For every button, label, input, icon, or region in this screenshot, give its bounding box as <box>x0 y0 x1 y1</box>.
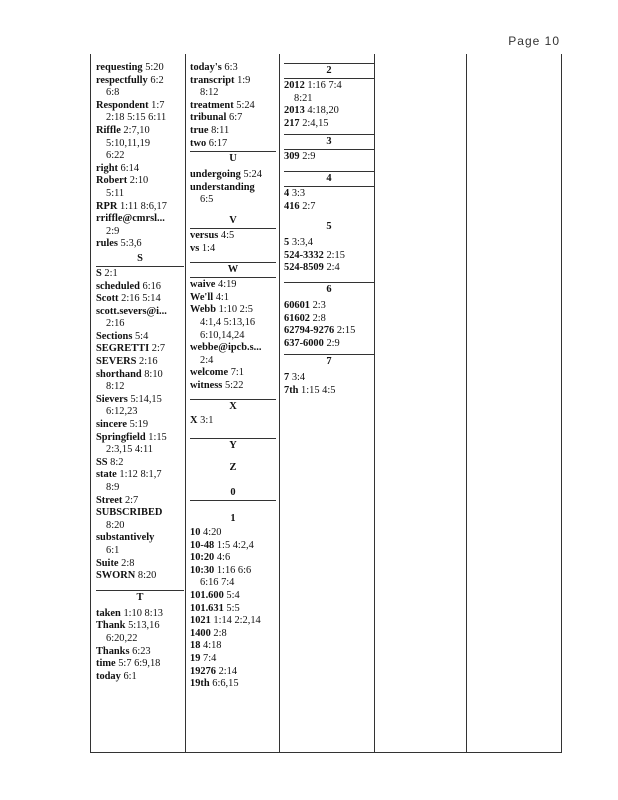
page-line-refs: 5:3,6 <box>120 238 142 250</box>
index-entry <box>96 608 184 621</box>
index-entry <box>190 304 276 317</box>
index-term: 2012 <box>284 80 305 91</box>
page-line-refs: 2:7,10 <box>123 124 150 136</box>
index-entry <box>190 182 276 195</box>
section-header-2: 2 <box>284 63 374 79</box>
index-entry <box>284 118 374 131</box>
index-term: 416 <box>284 200 300 212</box>
entry-group-6 <box>284 300 374 350</box>
page-line-refs: 4:18,20 <box>307 105 339 117</box>
index-entry <box>190 628 276 641</box>
page-line-refs: 3:3 <box>291 187 306 199</box>
index-entry <box>96 62 184 75</box>
index-entry <box>96 671 184 684</box>
index-entry <box>96 100 184 113</box>
index-term: Webb <box>190 304 216 316</box>
index-term: 5 <box>284 237 290 249</box>
page-line-refs: 2:15 <box>336 325 356 337</box>
page-line-refs: 2:7 <box>302 200 316 212</box>
index-term: 19 <box>190 653 201 664</box>
page-line-refs-continued: 5:10,11,19 <box>106 137 151 149</box>
index-term: two <box>190 137 207 149</box>
page-line-refs: 1:4 <box>201 242 216 254</box>
index-term: 101.600 <box>190 590 224 602</box>
page-line-refs: 2:10 <box>129 175 149 187</box>
index-term: 7 <box>284 372 290 384</box>
index-entry <box>96 331 184 344</box>
index-term: 10:20 <box>190 552 215 564</box>
entry-group-v <box>190 230 276 255</box>
entry-group-5 <box>284 237 374 275</box>
page-line-refs: 5:5 <box>226 602 240 614</box>
index-entry <box>96 658 184 671</box>
index-entry <box>190 527 276 540</box>
entry-group-4 <box>284 188 374 213</box>
entry-group-2 <box>284 80 374 130</box>
page-line-refs-continued: 8:12 <box>200 87 219 99</box>
index-entry <box>96 306 184 319</box>
index-column-1 <box>96 62 184 683</box>
index-term: S <box>96 267 102 279</box>
page-line-refs: 2:9 <box>326 337 340 349</box>
index-term: requesting <box>96 62 143 73</box>
page-line-refs: 1:15 <box>148 431 167 443</box>
index-entry <box>96 369 184 382</box>
page-line-refs-continued: 6:1 <box>106 544 120 556</box>
page-line-refs: 1:9 <box>237 74 251 86</box>
page-line-refs-continued: 5:11 <box>106 187 125 199</box>
index-term: understanding <box>190 181 255 193</box>
section-header-s: S <box>96 252 184 267</box>
index-term: true <box>190 124 209 136</box>
entry-group-7 <box>284 372 374 397</box>
entry-group-t <box>96 608 184 684</box>
page-line-refs: 2:4,15 <box>302 117 329 129</box>
index-entry <box>96 356 184 369</box>
index-term: 19276 <box>190 665 216 677</box>
index-term: We'll <box>190 291 214 303</box>
index-entry <box>284 237 374 250</box>
index-entry <box>96 175 184 188</box>
index-entry <box>284 151 374 164</box>
page-line-refs: 2:8 <box>121 557 135 569</box>
page-line-refs: 5:4 <box>134 330 149 342</box>
index-term: waive <box>190 279 216 291</box>
index-entry <box>190 415 276 428</box>
page-line-refs: 6:2 <box>150 74 164 86</box>
section-header-0: 0 <box>190 486 276 501</box>
page-line-refs: 1:12 8:1,7 <box>119 469 162 481</box>
section-header-x: X <box>190 399 276 414</box>
page-line-refs: 1:16 6:6 <box>216 564 252 576</box>
page-line-refs: 6:1 <box>123 670 137 682</box>
page-line-refs: 2:15 <box>326 249 345 261</box>
index-entry <box>96 125 184 138</box>
index-entry <box>190 590 276 603</box>
index-entry <box>190 75 276 88</box>
index-entry <box>96 558 184 571</box>
index-term: 10:30 <box>190 564 215 576</box>
page-line-refs: 2:7 <box>124 494 139 506</box>
page-line-refs: 2:8 <box>213 627 227 639</box>
index-entry <box>96 469 184 482</box>
page-line-refs: 2:8 <box>312 312 326 324</box>
section-header-u: U <box>190 151 276 166</box>
page-line-refs: 4:19 <box>218 279 237 291</box>
page-line-refs: 1:7 <box>151 99 165 111</box>
page-line-refs: 5:24 <box>243 169 262 181</box>
index-entry <box>96 281 184 294</box>
index-entry <box>190 112 276 125</box>
index-entry <box>284 188 374 201</box>
column-divider <box>185 54 186 752</box>
index-entry <box>190 62 276 75</box>
index-entry <box>190 169 276 182</box>
index-term: right <box>96 162 118 174</box>
index-term: Sections <box>96 330 133 342</box>
entry-group-1 <box>190 527 276 691</box>
entry-group-s <box>96 268 184 583</box>
index-entry <box>96 238 184 251</box>
index-entry <box>96 293 184 306</box>
index-term: time <box>96 658 116 670</box>
index-entry <box>96 620 184 633</box>
index-entry <box>96 432 184 445</box>
index-entry <box>284 300 374 313</box>
index-term: 637-6000 <box>284 337 324 349</box>
entry-group-w <box>190 279 276 392</box>
page-line-refs: 6:16 <box>142 280 161 292</box>
index-entry <box>190 292 276 305</box>
page-line-refs-continued: 6:8 <box>106 87 120 99</box>
page-line-refs: 1:10 2:5 <box>218 304 253 316</box>
section-header-t: T <box>96 590 184 605</box>
page-line-refs: 8:20 <box>137 570 157 582</box>
section-header-3: 3 <box>284 134 374 150</box>
page-line-refs: 2:16 <box>139 356 158 368</box>
page-line-refs: 5:4 <box>226 590 240 602</box>
page-line-refs-continued: 6:12,23 <box>106 406 138 418</box>
index-term: 60601 <box>284 299 310 311</box>
index-term: 10-48 <box>190 539 215 551</box>
page-line-refs: 6:23 <box>132 645 151 657</box>
index-term: welcome <box>190 367 229 379</box>
page-line-refs-continued: 8:12 <box>106 381 125 393</box>
index-entry <box>190 640 276 653</box>
index-term: tribunal <box>190 112 227 124</box>
index-term: SWORN <box>96 570 136 582</box>
index-term: scott.severs@i... <box>96 305 167 317</box>
page-line-refs-continued: 8:21 <box>294 92 313 104</box>
index-term: Scott <box>96 293 119 305</box>
page-line-refs: 1:16 7:4 <box>307 80 342 91</box>
page-line-refs: 4:20 <box>203 527 222 539</box>
page-line-refs: 5:20 <box>145 62 164 73</box>
page-line-refs: 2:4 <box>326 262 340 274</box>
section-header-v: V <box>190 214 276 229</box>
index-term: 62794-9276 <box>284 325 335 337</box>
section-header-6: 6 <box>284 282 374 297</box>
index-entry <box>190 666 276 679</box>
page-number: Page 10 <box>508 34 560 48</box>
page-line-refs: 4:18 <box>203 640 222 652</box>
index-term: Street <box>96 494 123 506</box>
index-entry <box>96 268 184 281</box>
index-entry <box>190 230 276 243</box>
index-term: SEVERS <box>96 356 137 368</box>
index-entry <box>96 532 184 545</box>
column-divider <box>279 54 280 752</box>
index-term: witness <box>190 379 223 391</box>
page-line-refs-continued: 4:1,4 5:13,16 <box>200 316 256 328</box>
page-line-refs-continued: 6:22 <box>106 150 125 162</box>
index-term: shorthand <box>96 368 142 380</box>
index-term: respectfully <box>96 74 148 86</box>
index-entry <box>190 279 276 292</box>
index-term: SUBSCRIBED <box>96 507 163 519</box>
index-entry <box>284 250 374 263</box>
page-line-refs: 5:19 <box>129 419 149 431</box>
page-line-refs: 1:15 4:5 <box>301 384 336 396</box>
index-term: webbe@ipcb.s... <box>190 342 262 354</box>
page-line-refs: 6:7 <box>229 112 243 124</box>
index-entry <box>190 125 276 138</box>
index-entry <box>284 372 374 385</box>
index-column-2 <box>190 62 276 691</box>
section-header-4: 4 <box>284 171 374 187</box>
page-line-refs: 6:17 <box>208 137 228 149</box>
index-entry <box>190 678 276 691</box>
page-line-refs-continued: 2:16 <box>106 318 125 330</box>
index-entry <box>96 75 184 88</box>
index-term: undergoing <box>190 169 241 181</box>
index-entry <box>96 343 184 356</box>
page-line-refs: 5:14,15 <box>130 393 162 405</box>
section-header-5: 5 <box>326 221 332 233</box>
index-term: 7th <box>284 384 299 396</box>
index-entry <box>190 342 276 355</box>
page-line-refs: 3:4 <box>291 372 306 384</box>
index-term: rules <box>96 238 118 250</box>
page-line-refs: 2:16 5:14 <box>121 293 161 305</box>
page-line-refs: 4:5 <box>220 229 235 241</box>
index-entry <box>190 138 276 151</box>
index-term: 61602 <box>284 312 310 324</box>
entry-group-x <box>190 415 276 428</box>
index-entry <box>284 385 374 398</box>
index-term: 19th <box>190 678 210 690</box>
index-entry <box>284 80 374 93</box>
index-term: state <box>96 469 117 481</box>
index-term: rriffle@cmrsl... <box>96 213 165 225</box>
index-entry <box>284 338 374 351</box>
page-line-refs: 6:3 <box>224 62 238 73</box>
page-line-refs-continued: 6:16 7:4 <box>200 577 235 589</box>
index-term: today <box>96 670 121 682</box>
section-header-z: Z <box>229 462 237 474</box>
index-entry <box>190 100 276 113</box>
index-term: 309 <box>284 151 300 163</box>
index-term: Suite <box>96 557 119 569</box>
index-entry <box>190 615 276 628</box>
index-term: 1021 <box>190 615 211 627</box>
page-line-refs: 3:1 <box>200 415 214 427</box>
entry-group-t-cont <box>190 62 276 150</box>
index-entry <box>96 163 184 176</box>
page-line-refs: 4:6 <box>216 552 231 564</box>
section-header-w: W <box>190 262 276 278</box>
page-line-refs: 3:3,4 <box>291 237 313 249</box>
page-line-refs: 7:1 <box>230 367 244 379</box>
entry-group-r <box>96 62 184 251</box>
index-term: 1400 <box>190 627 211 639</box>
index-term: Thank <box>96 620 126 632</box>
page-line-refs: 1:11 8:6,17 <box>119 200 167 212</box>
page-line-refs: 2:9 <box>302 151 316 163</box>
entry-group-3 <box>284 151 374 164</box>
index-term: 10 <box>190 527 201 539</box>
index-entry <box>284 201 374 214</box>
section-header-1: 1 <box>230 513 236 525</box>
index-term: treatment <box>190 99 234 111</box>
index-entry <box>284 262 374 275</box>
index-entry <box>190 603 276 616</box>
page-line-refs: 8:10 <box>144 368 163 380</box>
index-entry <box>190 552 276 565</box>
page-line-refs: 2:7 <box>151 343 166 355</box>
index-entry <box>190 367 276 380</box>
index-entry <box>190 653 276 666</box>
page-line-refs: 8:11 <box>211 124 230 136</box>
page-line-refs-continued: 2:18 5:15 6:11 <box>106 112 167 124</box>
index-term: Thanks <box>96 645 130 657</box>
page-line-refs: 1:5 4:2,4 <box>216 539 254 551</box>
page-line-refs: 1:14 2:2,14 <box>213 615 261 627</box>
index-entry <box>284 325 374 338</box>
index-term: Robert <box>96 175 128 187</box>
index-term: SEGRETTI <box>96 343 150 355</box>
page-line-refs-continued: 2:4 <box>200 354 214 366</box>
page-line-refs-continued: 2:9 <box>106 225 120 237</box>
index-entry <box>96 419 184 432</box>
index-entry <box>284 105 374 118</box>
page-line-refs-continued: 8:20 <box>106 519 125 531</box>
index-entry <box>96 457 184 470</box>
index-entry <box>284 313 374 326</box>
index-entry <box>96 507 184 520</box>
index-term: versus <box>190 229 219 241</box>
index-entry <box>190 540 276 553</box>
entry-group-u <box>190 169 276 207</box>
index-term: Respondent <box>96 99 149 111</box>
index-term: taken <box>96 607 121 619</box>
page-line-refs: 6:14 <box>120 162 140 174</box>
column-divider <box>374 54 375 752</box>
index-term: 524-3332 <box>284 249 324 261</box>
page-line-refs: 5:7 6:9,18 <box>118 658 161 670</box>
index-term: 217 <box>284 117 300 129</box>
page-line-refs: 5:24 <box>236 99 255 111</box>
page-line-refs: 4:1 <box>215 291 229 303</box>
page-line-refs: 2:14 <box>218 665 238 677</box>
section-header-7: 7 <box>284 354 374 369</box>
index-term: 101.631 <box>190 602 224 614</box>
page-line-refs: 6:6,15 <box>212 678 239 690</box>
index-term: Riffle <box>96 124 121 136</box>
index-entry <box>96 646 184 659</box>
index-term: 4 <box>284 187 290 199</box>
index-term: Springfield <box>96 431 146 443</box>
index-term: 2013 <box>284 105 305 117</box>
index-term: vs <box>190 242 200 254</box>
index-column-3 <box>284 62 374 398</box>
index-term: substantively <box>96 532 155 544</box>
page-line-refs-continued: 6:5 <box>200 194 214 206</box>
page-line-refs: 1:10 8:13 <box>123 607 163 619</box>
index-term: RPR <box>96 200 118 212</box>
index-entry <box>190 565 276 578</box>
index-term: 18 <box>190 640 201 652</box>
index-entry <box>96 394 184 407</box>
page-line-refs: 5:22 <box>224 379 244 391</box>
page-line-refs: 2:1 <box>104 267 118 279</box>
index-term: SS <box>96 456 108 468</box>
index-term: Sievers <box>96 393 128 405</box>
index-term: 524-8509 <box>284 262 324 274</box>
column-divider <box>466 54 467 752</box>
index-term: sincere <box>96 419 127 431</box>
index-term: today's <box>190 62 222 73</box>
index-term: scheduled <box>96 280 140 292</box>
index-entry <box>190 243 276 256</box>
index-entry <box>96 495 184 508</box>
index-entry <box>96 213 184 226</box>
page-line-refs-continued: 2:3,15 4:11 <box>106 444 153 456</box>
page-line-refs-continued: 6:10,14,24 <box>200 329 245 341</box>
index-entry <box>96 570 184 583</box>
index-term: X <box>190 415 198 427</box>
page-line-refs: 2:3 <box>312 299 326 311</box>
section-header-y: Y <box>190 438 276 453</box>
page-line-refs-continued: 8:9 <box>106 482 120 493</box>
page-line-refs-continued: 6:20,22 <box>106 632 138 644</box>
page-line-refs: 8:2 <box>110 456 124 468</box>
page-line-refs: 5:13,16 <box>128 620 160 632</box>
index-term: transcript <box>190 74 235 86</box>
index-entry <box>190 380 276 393</box>
page-line-refs: 7:4 <box>203 653 217 664</box>
index-entry <box>96 201 184 214</box>
